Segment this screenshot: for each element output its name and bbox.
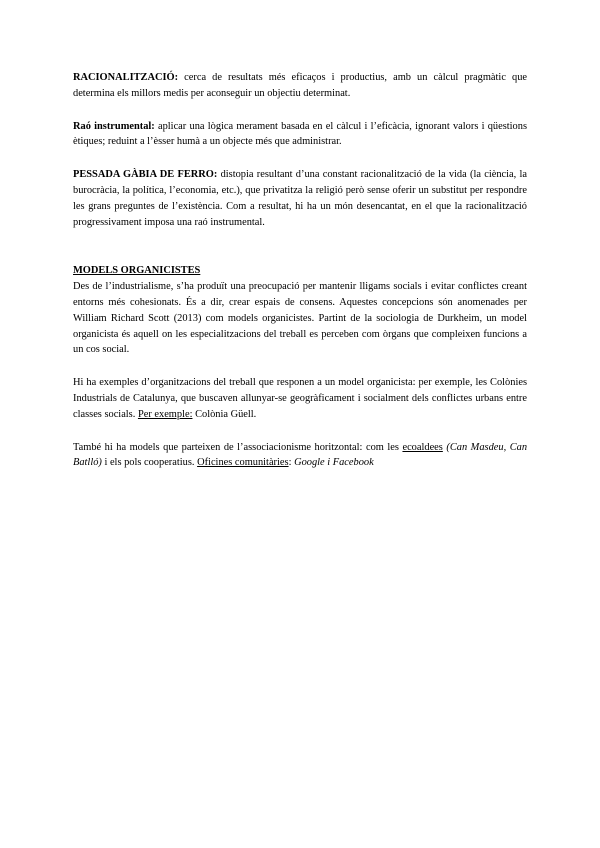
definition-term: Raó instrumental: xyxy=(73,120,155,132)
models-paragraph-2 xyxy=(73,375,527,422)
paragraph-text: Hi ha exemples d’organitzacions del treball que responen a un model organicista: per exemple, les Colònies Industrials de Catalunya, que buscaven allunyar-se geogràficament i socialment dels conflictes urbans entre classes socials. xyxy=(73,377,527,420)
italic-phrase: Google i Facebook xyxy=(294,457,374,469)
definition-rao-instrumental xyxy=(73,119,527,151)
document-page xyxy=(73,70,527,471)
definition-racionalitzacio xyxy=(73,70,527,102)
paragraph-text: i els pols cooperatius. xyxy=(101,457,198,469)
underlined-phrase: Per exemple: xyxy=(137,408,193,420)
models-paragraph-3 xyxy=(73,440,527,472)
italic-phrase: (Can Masdeu, Can Batlló) xyxy=(73,441,528,469)
underlined-phrase: ecoaldees xyxy=(402,441,443,453)
definition-gabia-de-ferro xyxy=(73,167,527,230)
models-paragraph-1: Des de l’industrialisme, s’ha produït una preocupació per mantenir lligams socials i evitar conflictes creant entorns més cohesionats. És a dir, crear espais de consens. Aquestes concepcions són anomenades per William Richard Scott (2013) com models organicistes. Partint de la sociologia de Durkheim, un model organicista és aquell on les especialitzacions del treball es perceben com òrgans que compleixen funcions a un cos social. xyxy=(73,281,527,356)
definition-term: RACIONALITZACIÓ: xyxy=(73,72,179,83)
section-heading: MODELS ORGANICISTES xyxy=(73,265,201,277)
underlined-phrase: Oficines comunitàries xyxy=(197,457,289,469)
definition-text: distopia resultant d’una constant racionalització de la vida (la ciència, la burocràcia, la política, l’economia, etc.), que privatitza la religió però sense oferir un substitut per respondre les grans preguntes de l’existència. Com a resultat, hi ha un món desencantat, en el que la racionalització progressivament imposa una raó instrumental. xyxy=(73,169,528,228)
paragraph-text: També hi ha models que parteixen de l’associacionisme horitzontal: com les xyxy=(73,441,403,453)
paragraph-text: : xyxy=(288,457,295,469)
definition-term: PESSADA GÀBIA DE FERRO: xyxy=(73,169,218,181)
paragraph-text: Colònia Güell. xyxy=(192,408,257,420)
definition-text: aplicar una lògica merament basada en el càlcul i l’eficàcia, ignorant valors i qüestions ètiques; reduint a l’èsser humà a un objecte més que administrar. xyxy=(73,120,527,148)
definition-text: cerca de resultats més eficaços i productius, amb un càlcul pragmàtic que determina els millors medis per aconseguir un objectiu determinat. xyxy=(73,72,527,99)
